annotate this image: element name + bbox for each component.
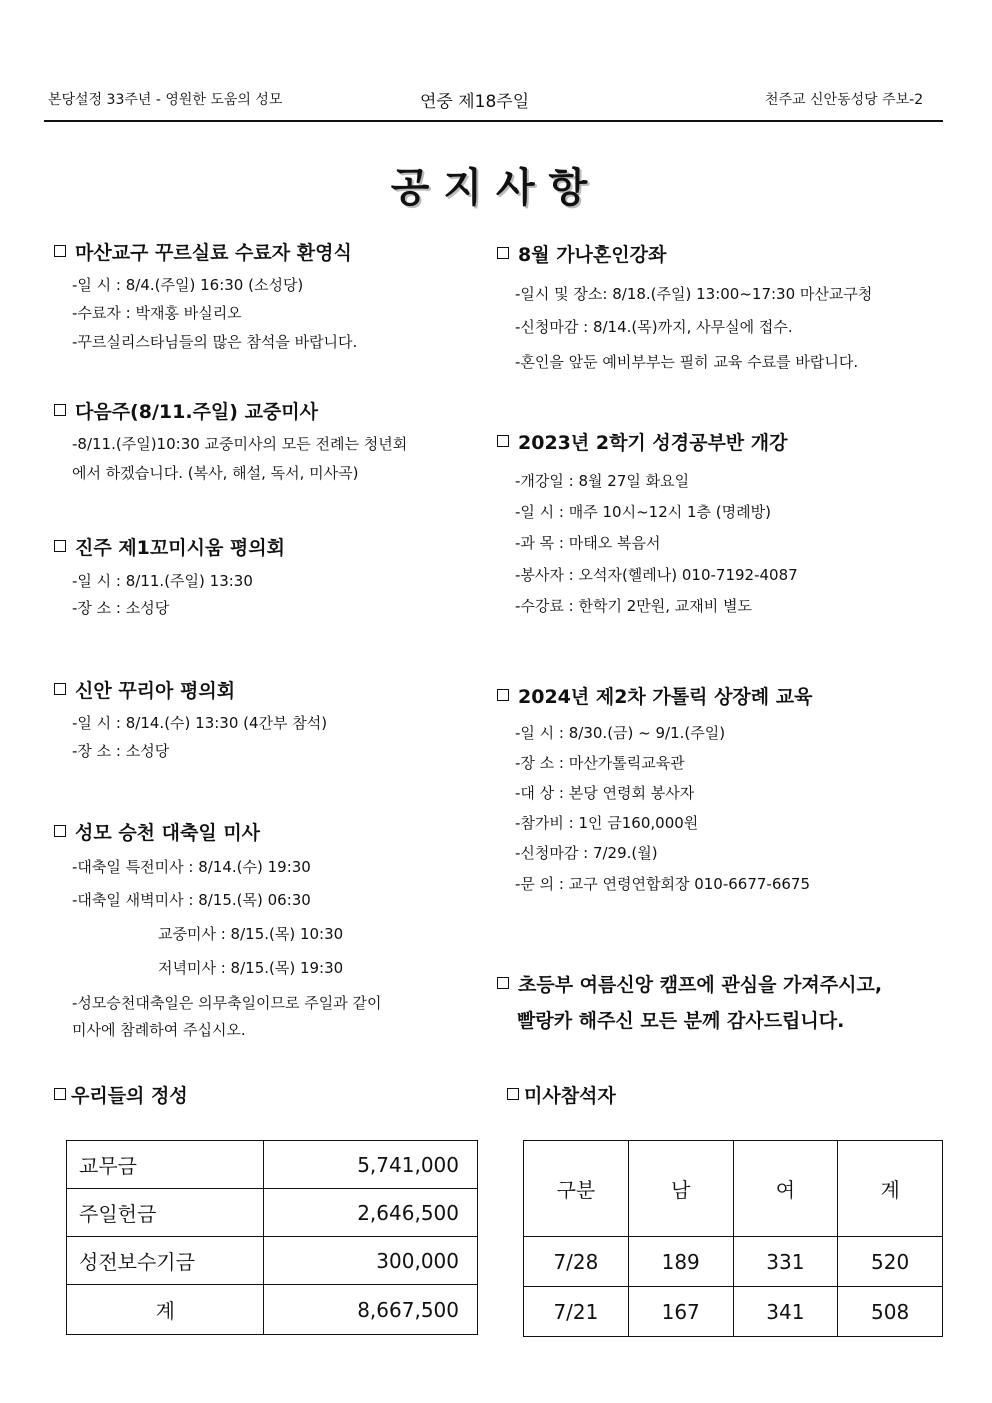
offering-label: 교무금 bbox=[67, 1141, 264, 1189]
table-row bbox=[67, 1141, 478, 1189]
table-cell: 7/21 bbox=[524, 1287, 629, 1337]
attendance-title-text: 미사참석자 bbox=[524, 1085, 616, 1107]
table-row bbox=[67, 1285, 478, 1335]
offering-title-text: 우리들의 정성 bbox=[71, 1085, 188, 1107]
section-title-text: 마산교구 꾸르실료 수료자 환영식 bbox=[75, 242, 352, 264]
header-center: 연중 제18주일 bbox=[420, 92, 530, 112]
text-line: 미사에 참례하여 주십시오. bbox=[72, 1021, 246, 1039]
text-line: -성모승천대축일은 의무축일이므로 주일과 같이 bbox=[72, 994, 382, 1012]
section-title bbox=[54, 397, 318, 424]
text-line: 교중미사 : 8/15.(목) 10:30 bbox=[158, 925, 344, 943]
text-line: -장 소 : 소성당 bbox=[72, 599, 170, 617]
section-title bbox=[497, 428, 788, 455]
offering-value: 300,000 bbox=[264, 1237, 478, 1285]
section-title-text: 8월 가나혼인강좌 bbox=[518, 244, 667, 266]
text-line: 에서 하겠습니다. (복사, 해설, 독서, 미사곡) bbox=[72, 464, 359, 482]
offering-value: 8,667,500 bbox=[264, 1285, 478, 1335]
text-line: -대축일 새벽미사 : 8/15.(목) 06:30 bbox=[72, 891, 311, 909]
table-row bbox=[524, 1237, 943, 1287]
column-header: 남 bbox=[628, 1141, 733, 1237]
checkbox-icon bbox=[497, 247, 509, 259]
text-line: -일 시 : 8/11.(주일) 13:30 bbox=[72, 572, 253, 590]
table-cell: 331 bbox=[733, 1237, 838, 1287]
section-title-text: 초등부 여름신앙 캠프에 관심을 가져주시고, bbox=[518, 974, 883, 996]
section-title bbox=[54, 676, 235, 703]
checkbox-icon bbox=[497, 689, 509, 701]
section-title bbox=[54, 238, 352, 265]
text-line: -장 소 : 소성당 bbox=[72, 742, 170, 760]
text-line: -신청마감 : 7/29.(월) bbox=[515, 844, 658, 862]
table-cell: 167 bbox=[628, 1287, 733, 1337]
table-row bbox=[524, 1287, 943, 1337]
table-cell: 508 bbox=[838, 1287, 943, 1337]
text-line: -과 목 : 마태오 복음서 bbox=[515, 534, 661, 552]
offering-title bbox=[54, 1081, 188, 1108]
checkbox-icon bbox=[507, 1088, 519, 1100]
text-line: -개강일 : 8월 27일 화요일 bbox=[515, 472, 690, 490]
table-cell: 189 bbox=[628, 1237, 733, 1287]
section-title-text: 신안 꾸리아 평의회 bbox=[75, 680, 236, 702]
text-line: -8/11.(주일)10:30 교중미사의 모든 전례는 청년회 bbox=[72, 435, 408, 453]
text-line: -장 소 : 마산가톨릭교육관 bbox=[515, 754, 685, 772]
text-line: -봉사자 : 오석자(헬레나) 010-7192-4087 bbox=[515, 566, 798, 584]
text-line: -대 상 : 본당 연령회 봉사자 bbox=[515, 784, 695, 802]
header-rule bbox=[44, 120, 943, 122]
checkbox-icon bbox=[54, 404, 66, 416]
text-line: -문 의 : 교구 연령연합회장 010-6677-6675 bbox=[515, 875, 811, 893]
checkbox-icon bbox=[497, 435, 509, 447]
attendance-title bbox=[507, 1081, 616, 1108]
offering-table bbox=[66, 1140, 478, 1335]
section-title-text: 2023년 2학기 성경공부반 개강 bbox=[518, 432, 788, 454]
text-line: -수강료 : 한학기 2만원, 교재비 별도 bbox=[515, 597, 752, 615]
checkbox-icon bbox=[54, 1088, 66, 1100]
checkbox-icon bbox=[54, 825, 66, 837]
column-header: 계 bbox=[838, 1141, 943, 1237]
attendance-table bbox=[523, 1140, 943, 1337]
section-title-line2: 빨랑카 해주신 모든 분께 감사드립니다. bbox=[517, 1010, 845, 1032]
section-title-text: 다음주(8/11.주일) 교중미사 bbox=[75, 401, 318, 423]
table-row bbox=[67, 1189, 478, 1237]
text-line: -일 시 : 8/14.(수) 13:30 (4간부 참석) bbox=[72, 714, 328, 732]
table-cell: 341 bbox=[733, 1287, 838, 1337]
text-line: -꾸르실리스타님들의 많은 참석을 바랍니다. bbox=[72, 333, 358, 351]
offering-label: 계 bbox=[67, 1285, 264, 1335]
header-right: 천주교 신안동성당 주보-2 bbox=[765, 92, 924, 108]
checkbox-icon bbox=[54, 540, 66, 552]
column-header: 구분 bbox=[524, 1141, 629, 1237]
section-title bbox=[497, 240, 666, 267]
text-line: -신청마감 : 8/14.(목)까지, 사무실에 접수. bbox=[515, 318, 793, 336]
column-header: 여 bbox=[733, 1141, 838, 1237]
section-title-text: 2024년 제2차 가톨릭 상장례 교육 bbox=[518, 686, 813, 708]
checkbox-icon bbox=[54, 245, 66, 257]
section-title bbox=[497, 970, 882, 997]
text-line: -일 시 : 8/4.(주일) 16:30 (소성당) bbox=[72, 276, 304, 294]
table-cell: 7/28 bbox=[524, 1237, 629, 1287]
checkbox-icon bbox=[497, 977, 509, 989]
offering-value: 5,741,000 bbox=[264, 1141, 478, 1189]
checkbox-icon bbox=[54, 683, 66, 695]
section-title bbox=[54, 533, 285, 560]
table-header-row bbox=[524, 1141, 943, 1237]
page-title: 공지사항 bbox=[390, 165, 602, 211]
offering-label: 주일헌금 bbox=[67, 1189, 264, 1237]
text-line: 저녁미사 : 8/15.(목) 19:30 bbox=[158, 959, 344, 977]
text-line: -일시 및 장소: 8/18.(주일) 13:00~17:30 마산교구청 bbox=[515, 285, 873, 303]
header-left: 본당설정 33주년 - 영원한 도움의 성모 bbox=[48, 92, 283, 108]
section-title bbox=[54, 818, 260, 845]
section-title-text: 성모 승천 대축일 미사 bbox=[75, 822, 261, 844]
offering-value: 2,646,500 bbox=[264, 1189, 478, 1237]
text-line: -대축일 특전미사 : 8/14.(수) 19:30 bbox=[72, 858, 311, 876]
text-line: -수료자 : 박재홍 바실리오 bbox=[72, 304, 242, 322]
table-row bbox=[67, 1237, 478, 1285]
text-line: -일 시 : 8/30.(금) ~ 9/1.(주일) bbox=[515, 724, 726, 742]
section-title bbox=[497, 682, 812, 709]
offering-label: 성전보수기금 bbox=[67, 1237, 264, 1285]
text-line: -참가비 : 1인 금160,000원 bbox=[515, 814, 699, 832]
table-cell: 520 bbox=[838, 1237, 943, 1287]
section-title-text: 진주 제1꼬미시움 평의회 bbox=[75, 537, 285, 559]
text-line: -혼인을 앞둔 예비부부는 필히 교육 수료를 바랍니다. bbox=[515, 353, 859, 371]
text-line: -일 시 : 매주 10시~12시 1층 (명례방) bbox=[515, 503, 771, 521]
